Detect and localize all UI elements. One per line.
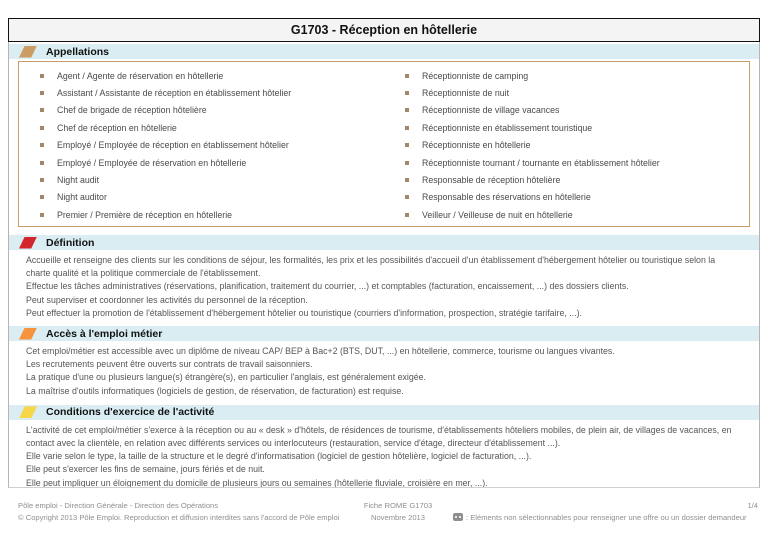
paragraph: Les recrutements peuvent être ouverts sur contrats de travail saisonniers. xyxy=(26,359,313,370)
square-bullet-icon xyxy=(40,143,44,147)
square-bullet-icon xyxy=(405,74,409,78)
paragraph: Effectue les tâches administratives (réservations, planification, traitement du courrier, ...) et comptables (facturation, encaissement, ...) des dossiers clients. xyxy=(26,281,629,292)
appellation-label: Night audit xyxy=(57,175,100,186)
non-selectable-marker-icon xyxy=(453,513,463,521)
definition-text xyxy=(9,250,759,322)
footer-publisher xyxy=(18,500,343,523)
appellation-item xyxy=(384,102,749,119)
appellation-item xyxy=(384,137,749,154)
access-text xyxy=(9,341,759,400)
square-bullet-icon xyxy=(40,195,44,199)
section-header-access xyxy=(9,326,759,341)
appellation-item xyxy=(384,119,749,136)
appellation-label: Chef de réception en hôtellerie xyxy=(57,122,177,133)
page-footer xyxy=(8,500,760,523)
appellation-label: Veilleur / Veilleuse de nuit en hôtellerie xyxy=(422,209,573,220)
appellation-label: Responsable des réservations en hôtellerie xyxy=(422,192,591,203)
section-title: Définition xyxy=(46,236,95,249)
square-bullet-icon xyxy=(40,126,44,130)
appellations-right-column xyxy=(384,67,749,224)
appellation-label: Réceptionniste en établissement touristique xyxy=(422,122,593,133)
square-bullet-icon xyxy=(405,178,409,182)
page-title: G1703 - Réception en hôtellerie xyxy=(8,18,760,42)
footer-fiche-ref xyxy=(343,500,453,523)
square-bullet-icon xyxy=(405,108,409,112)
conditions-text xyxy=(9,420,759,488)
appellation-item xyxy=(19,84,384,101)
fiche-date: Novembre 2013 xyxy=(370,512,426,522)
section-marker-icon xyxy=(19,406,37,418)
paragraph: Peut superviser et coordonner les activités du personnel de la réception. xyxy=(26,294,308,305)
paragraph: L'activité de cet emploi/métier s'exerce à la réception ou au « desk » d'hôtels, de résidences de tourisme, d'établissements hôteliers mobiles, de plein air, de villages de vacances, en contact avec la clientèle, en relation avec différents services ou interlocuteurs (restauration, service d'étage, directeur d'établissement ...). xyxy=(26,424,732,449)
square-bullet-icon xyxy=(405,126,409,130)
square-bullet-icon xyxy=(405,195,409,199)
square-bullet-icon xyxy=(405,213,409,217)
appellation-label: Responsable de réception hôtelière xyxy=(422,175,561,186)
appellation-item xyxy=(19,137,384,154)
footer-note xyxy=(453,512,758,524)
square-bullet-icon xyxy=(40,178,44,182)
appellation-item xyxy=(19,206,384,223)
square-bullet-icon xyxy=(40,161,44,165)
appellation-label: Chef de brigade de réception hôtelière xyxy=(57,105,207,116)
appellation-label: Assistant / Assistante de réception en établissement hôtelier xyxy=(57,88,292,99)
section-marker-icon xyxy=(19,237,37,249)
paragraph: La maîtrise d'outils informatiques (logiciels de gestion, de réservation, de facturation) est requise. xyxy=(26,385,404,396)
appellations-left-column xyxy=(19,67,384,224)
appellation-label: Réceptionniste en hôtellerie xyxy=(422,140,531,151)
square-bullet-icon xyxy=(405,161,409,165)
square-bullet-icon xyxy=(405,91,409,95)
page-number: 1/4 xyxy=(747,501,758,510)
paragraph: Peut effectuer la promotion de l'établissement d'hébergement hôtelier ou touristique (courriers d'information, prospection, stratégie tarifaire, ...). xyxy=(26,307,582,318)
footer-note-text: : Eléments non sélectionnables pour renseigner une offre ou un dossier demandeur xyxy=(466,512,747,522)
paragraph: Elle varie selon le type, la taille de la structure et le degré d'informatisation (logiciel de gestion hôtelière, logiciel de facturation, ...). xyxy=(26,451,532,462)
appellation-label: Night auditor xyxy=(57,192,107,203)
appellation-item xyxy=(384,154,749,171)
paragraph: La pratique d'une ou plusieurs langue(s) étrangère(s), en particulier l'anglais, est généralement exigée. xyxy=(26,372,426,383)
section-marker-icon xyxy=(19,328,37,340)
appellation-label: Réceptionniste de village vacances xyxy=(422,105,560,116)
section-title: Appellations xyxy=(46,45,110,58)
square-bullet-icon xyxy=(40,213,44,217)
section-header-appellations xyxy=(9,44,759,59)
paragraph: Elle peut s'exercer les fins de semaine, jours fériés et de nuit. xyxy=(26,464,265,475)
appellation-label: Premier / Première de réception en hôtellerie xyxy=(57,209,233,220)
paragraph: Elle peut impliquer un éloignement du domicile de plusieurs jours ou semaines (hôtellerie fluviale, croisière en mer, ...). xyxy=(26,477,488,488)
appellation-item xyxy=(19,102,384,119)
paragraph: Accueille et renseigne des clients sur les conditions de séjour, les formalités, les prix et les possibilités d'accueil d'un établissement d'hébergement hôtelier ou touristique selon la charte qualité et la politique commerciale de l'établissement. xyxy=(26,255,716,279)
appellation-item xyxy=(19,171,384,188)
section-marker-icon xyxy=(19,46,37,58)
appellation-item xyxy=(384,189,749,206)
section-title: Conditions d'exercice de l'activité xyxy=(46,406,215,419)
appellation-label: Réceptionniste tournant / tournante en établissement hôtelier xyxy=(422,157,660,168)
content-frame xyxy=(8,42,760,488)
square-bullet-icon xyxy=(40,108,44,112)
appellation-item xyxy=(19,119,384,136)
footer-copyright: © Copyright 2013 Pôle Emploi. Reproduction et diffusion interdites sans l'accord de Pôle emploi xyxy=(18,512,340,522)
appellation-item xyxy=(384,67,749,84)
appellation-item xyxy=(19,189,384,206)
section-header-definition xyxy=(9,235,759,250)
appellation-item xyxy=(19,154,384,171)
appellation-item xyxy=(19,67,384,84)
appellation-label: Agent / Agente de réservation en hôtellerie xyxy=(57,70,224,81)
square-bullet-icon xyxy=(405,143,409,147)
appellation-label: Réceptionniste de nuit xyxy=(422,88,510,99)
appellation-item xyxy=(384,84,749,101)
square-bullet-icon xyxy=(40,91,44,95)
section-header-conditions xyxy=(9,405,759,420)
appellation-label: Employé / Employée de réception en établissement hôtelier xyxy=(57,140,289,151)
appellation-item xyxy=(384,206,749,223)
appellations-list xyxy=(18,61,750,227)
footer-publisher-line1: Pôle emploi - Direction Générale - Direction des Opérations xyxy=(18,501,219,510)
section-title: Accès à l'emploi métier xyxy=(46,327,163,340)
paragraph: Cet emploi/métier est accessible avec un diplôme de niveau CAP/ BEP à Bac+2 (BTS, DUT, ...) en hôtellerie, commerce, tourisme ou langues vivantes. xyxy=(26,346,615,357)
appellation-label: Employé / Employée de réservation en hôtellerie xyxy=(57,157,247,168)
square-bullet-icon xyxy=(40,74,44,78)
fiche-rome-code: Fiche ROME G1703 xyxy=(363,501,433,510)
footer-right xyxy=(453,500,758,523)
appellation-item xyxy=(384,171,749,188)
appellation-label: Réceptionniste de camping xyxy=(422,70,529,81)
